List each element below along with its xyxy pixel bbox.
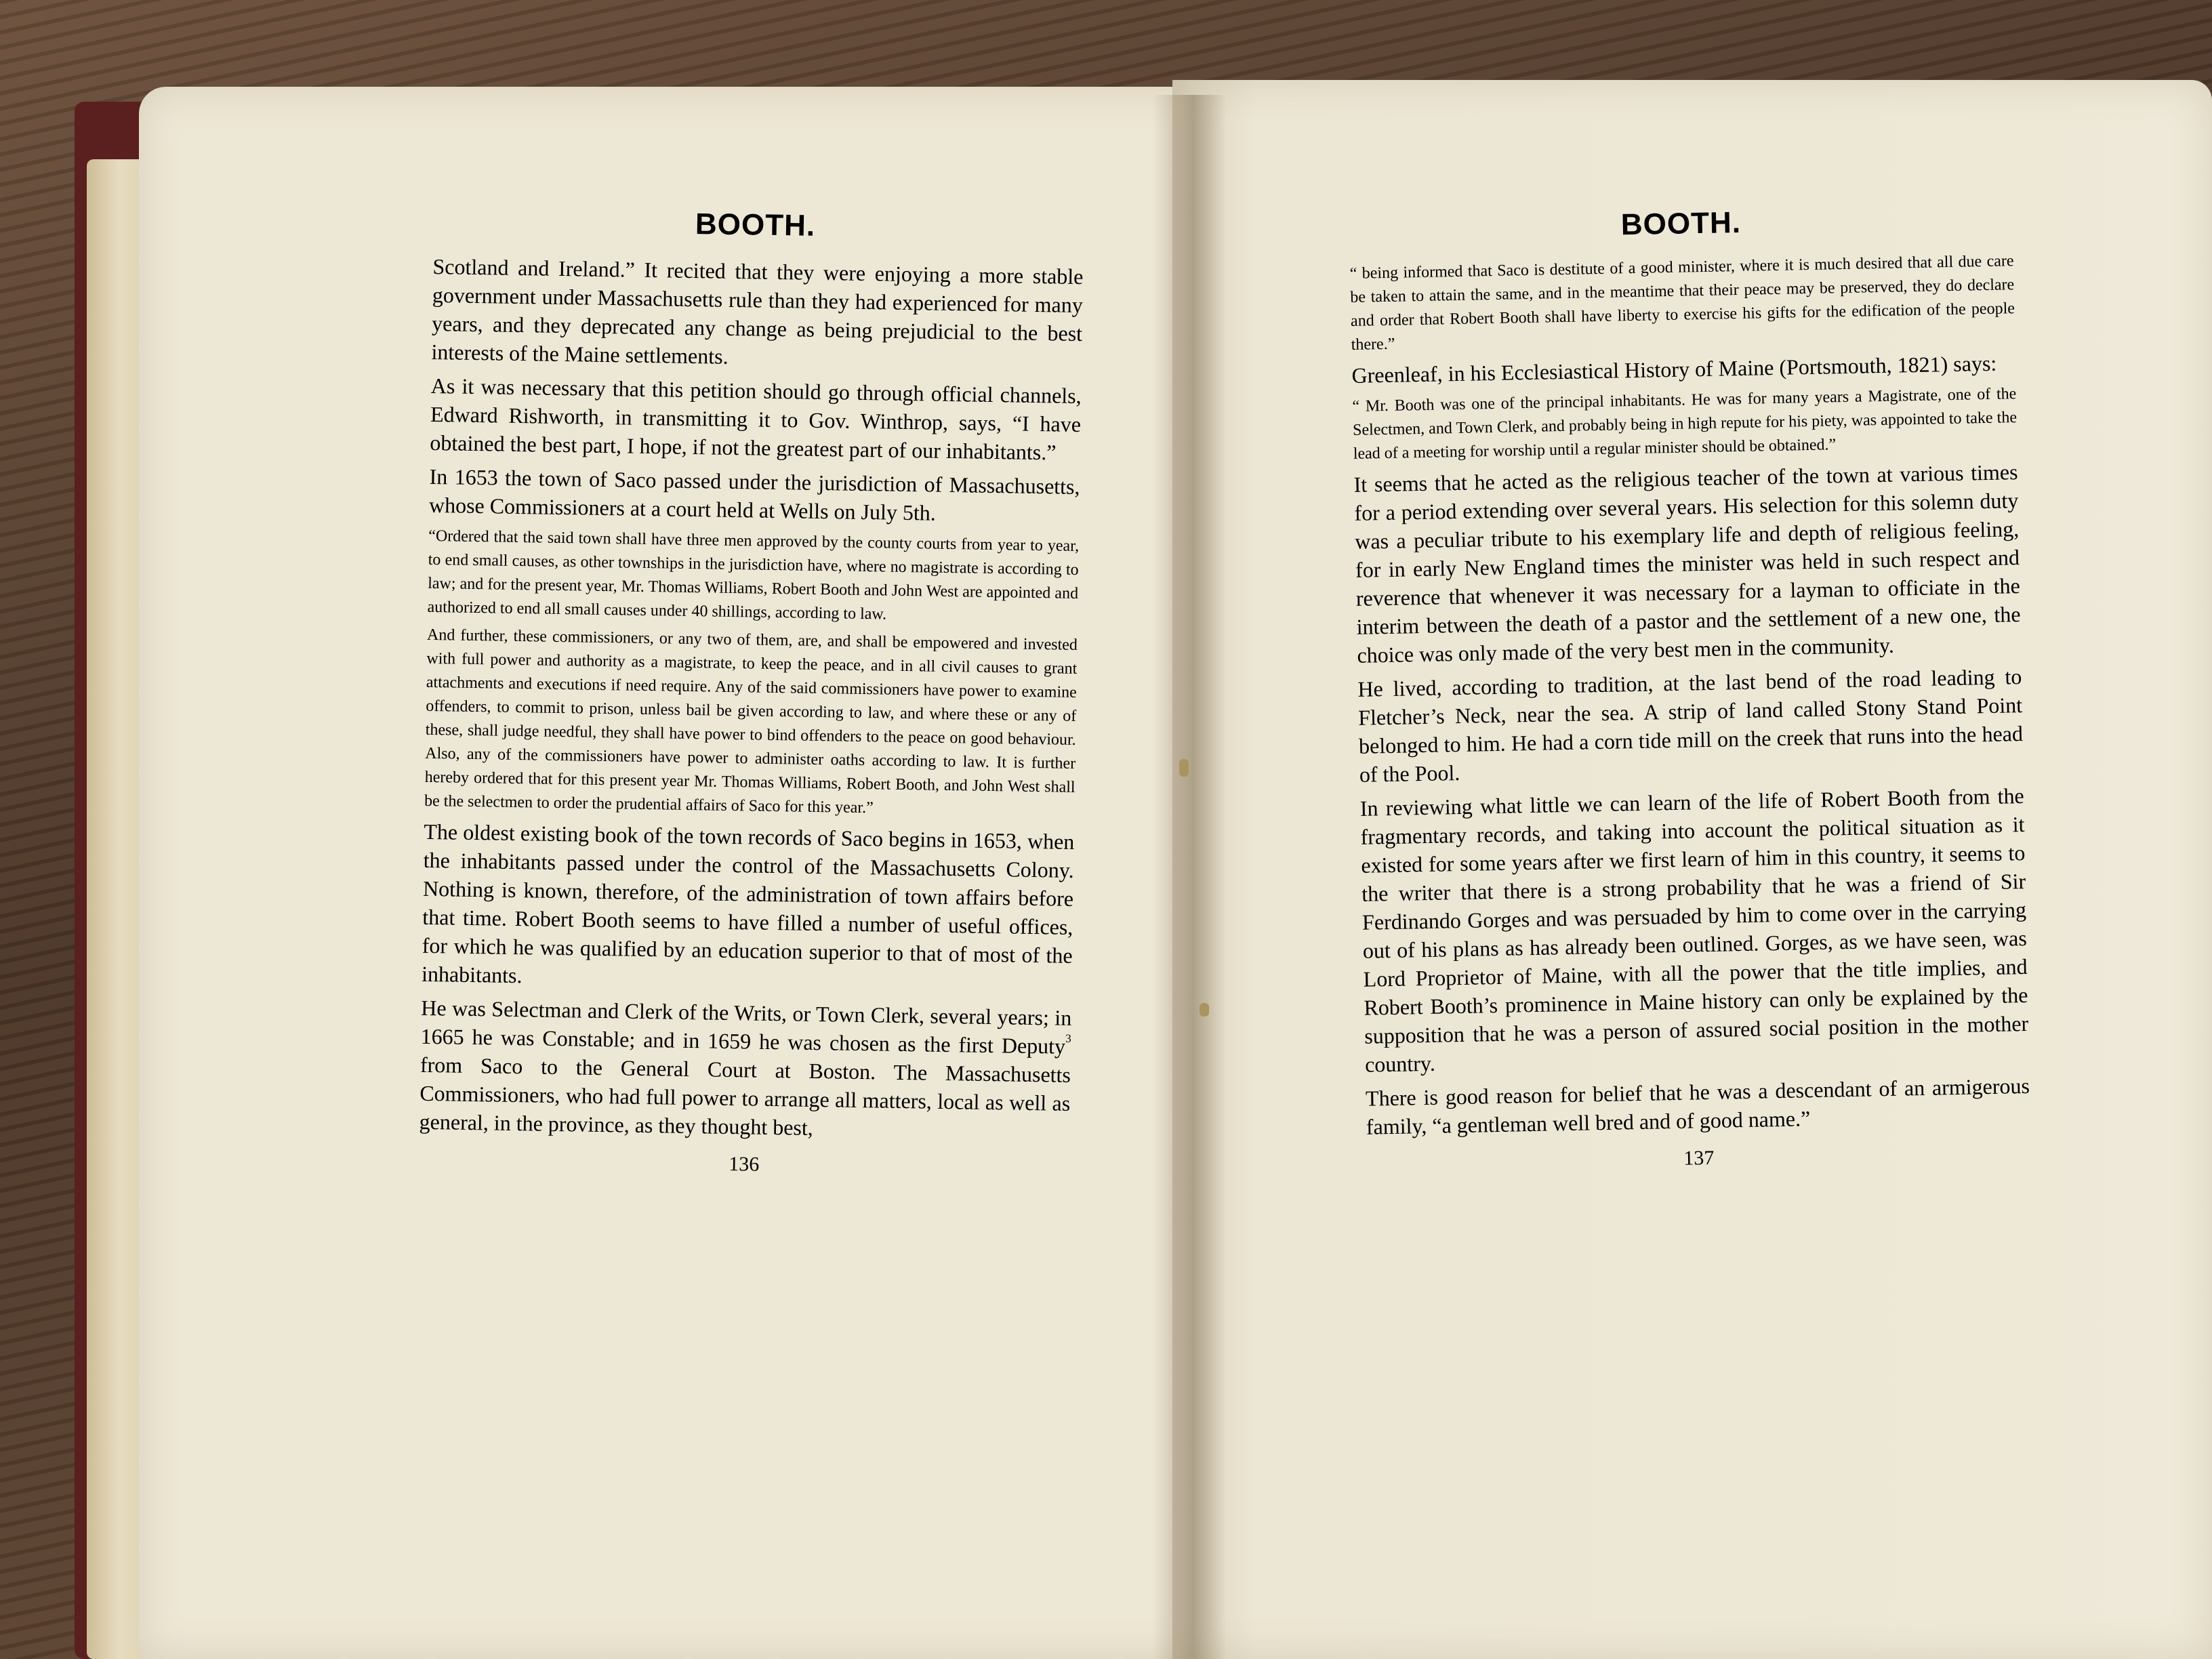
paragraph: He lived, according to tradition, at the last bend of the road leading to Fletcher’s Neck, near the sea. A strip of land called Stony Stand Point belonged to him. He had a corn tide mill on the creek that runs into the head of the Pool. <box>1357 664 2024 787</box>
paragraph <box>419 994 1071 1146</box>
page-number-right: 137 <box>1683 1146 1715 1170</box>
paragraph: In reviewing what little we can learn of the life of Robert Booth from the fragmentary records, and taking into account the political situation as it existed for some years after we first learn of him in this country, it seems to the writer that there is a strong probability that he was a friend of Sir Ferdinando Gorges and was persuaded by him to come over in the carrying out of his plans as has already been outlined. Gorges, as we have seen, was Lord Proprietor of Maine, with all the power that the title implies, and Robert Booth’s prominence in Maine history can only be explained by the supposition that he was a person of assured social position in the mother country. <box>1359 783 2029 1077</box>
paragraph: Greenleaf, in his Ecclesiastical History of Maine (Portsmouth, 1821) says: <box>1351 350 1997 388</box>
binding-thread <box>1179 759 1189 777</box>
paragraph-text: from Saco to the General Court at Boston. The Massachusetts Commissioners, who had full power to arrange all matters, local as well as general, in the province, as they thought best, <box>419 1052 1071 1140</box>
footnote-marker: 3 <box>1065 1031 1071 1045</box>
paragraph: As it was necessary that this petition should go through official channels, Edward Rishworth, in transmitting it to Gov. Winthrop, says, “I have obtained the best part, I hope, if not the greatest part of our inhabitants.” <box>430 373 1082 465</box>
running-head-left: BOOTH. <box>695 207 816 243</box>
book-gutter <box>1152 95 1227 1659</box>
page-number-left: 136 <box>729 1153 760 1176</box>
block-quote: And further, these commissioners, or any two of them, are, and shall be empowered and invested with full power and authority as a magistrate, to keep the peace, and in all civil causes to grant attachments and executions if need require. Any of the said commissioners have power to examine offenders, to commit to prison, unless bail be given according to law, and where these or any of these, shall judge needful, they shall have power to bind offenders to the peace on good behaviour. Also, any of the commissioners have power to administer oaths according to law. It is further hereby ordered that for this present year Mr. Thomas Williams, Robert Booth, and John West shall be the selectmen to order the prudential affairs of Saco for this year.” <box>424 626 1078 817</box>
paragraph: In 1653 the town of Saco passed under the jurisdiction of Massachusetts, whose Commissioners at a court held at Wells on July 5th. <box>428 464 1080 525</box>
paragraph: Scotland and Ireland.” It recited that they were enjoying a more stable government under Massachusetts rule than they had experienced for many years, and they deprecated any change as being prejudicial to the best interests of the Maine settlements. <box>431 253 1084 369</box>
paragraph: The oldest existing book of the town records of Saco begins in 1653, when the inhabitants passed under the control of the Massachusetts Colony. Nothing is known, therefore, of the administration of town affairs before that time. Robert Booth seems to have filled a number of useful offices, for which he was qualified by an education superior to that of most of the inhabitants. <box>421 819 1075 988</box>
paragraph: It seems that he acted as the religious teacher of the town at various times for a period extending over several years. His selection for this solemn duty was a peculiar tribute to his exemplary life and depth of religious feeling, for in early New England times the minister was held in such respect and reverence that whenever it was necessary for a layman to officiate in the interim between the death of a pastor and the settlement of a new one, the choice was only made of the very best men in the community. <box>1353 459 2021 668</box>
binding-thread <box>1200 1003 1209 1017</box>
left-page-text <box>419 203 1084 1181</box>
paragraph-text: He was Selectman and Clerk of the Writs, or Town Clerk, several years; in 1665 he was Constable; and in 1659 he was chosen as the first Deputy <box>420 995 1072 1059</box>
right-page-text <box>1349 201 2031 1176</box>
block-quote: “ Mr. Booth was one of the principal inhabitants. He was for many years a Magistrate, one of the Selectmen, and Town Clerk, and probably being in high repute for his piety, was appointed to take the lead of a meeting for worship until a regular minister should be obtained.” <box>1352 385 2018 463</box>
block-quote: “ being informed that Saco is destitute of a good minister, where it is much desired that all due care be taken to attain the same, and in the meantime that their peace may be preserved, they do declare and order that Robert Booth shall have liberty to exercise his gifts for the edification of the people there.” <box>1349 252 2015 354</box>
running-head-right: BOOTH. <box>1620 205 1742 242</box>
block-quote: “Ordered that the said town shall have three men approved by the county courts from year to year, to end small causes, as other townships in the jurisdiction have, where no magistrate is according to law; and for the present year, Mr. Thomas Williams, Robert Booth and John West are appointed and authorized to end all small causes under 40 shillings, according to law. <box>427 527 1080 623</box>
paragraph: There is good reason for belief that he was a descendant of an armigerous family, “a gentleman well bred and of good name.” <box>1365 1073 2030 1139</box>
